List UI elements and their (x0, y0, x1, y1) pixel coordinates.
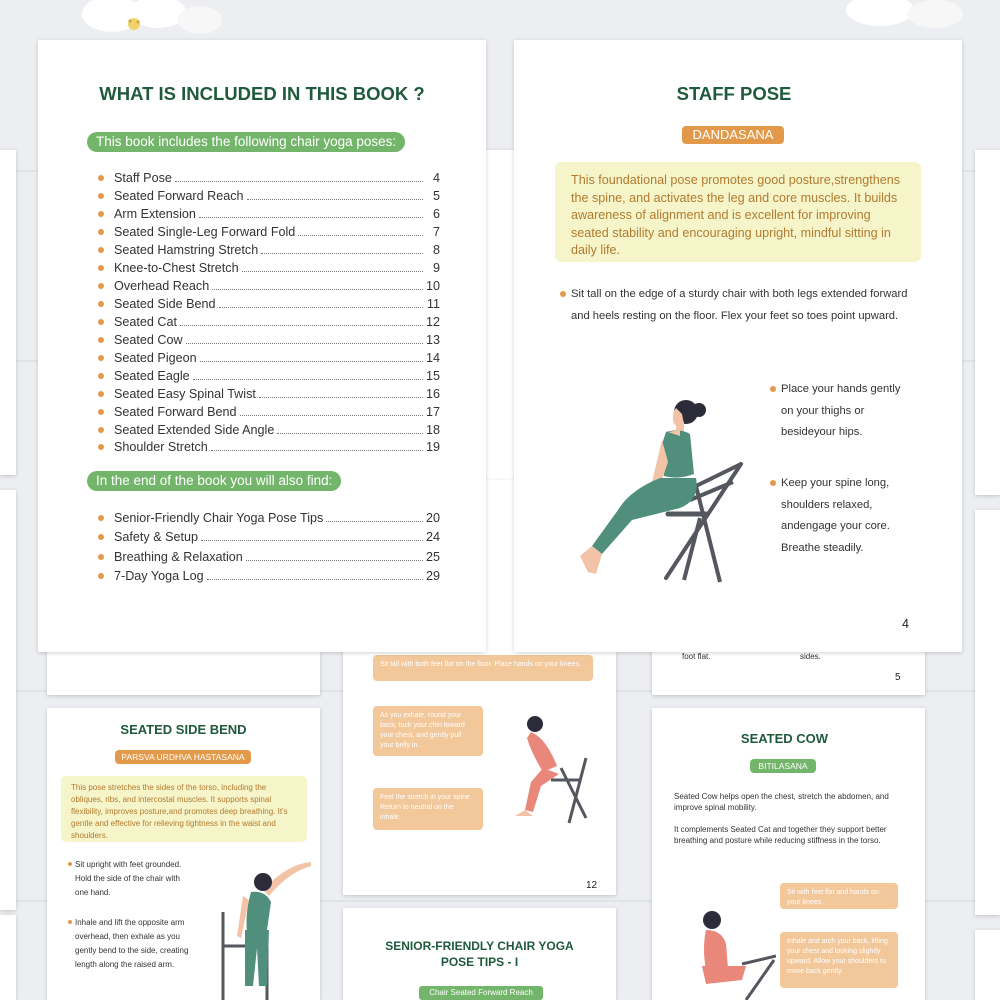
background-page (0, 490, 16, 910)
toc-item-overhead-reach[interactable] (98, 277, 440, 295)
cat-step-1: Sit tall with both feet flat on the floor. Place hands on your knees. (373, 655, 593, 681)
leader-dots (277, 433, 423, 434)
toc-item-breathing-relaxation[interactable] (98, 548, 440, 566)
cat-pose-illustration (491, 708, 601, 828)
toc-label: Staff Pose (114, 171, 172, 185)
bullet (770, 386, 776, 392)
leader-dots (200, 361, 423, 362)
toc-label: Seated Side Bend (114, 297, 216, 311)
toc-label: Seated Easy Spinal Twist (114, 387, 256, 401)
toc-page-number: 12 (425, 315, 440, 329)
page-number: 5 (895, 672, 901, 683)
toc-page-number: 20 (425, 511, 440, 525)
page-number: 12 (586, 880, 598, 891)
toc-label: Seated Forward Reach (114, 189, 244, 203)
bullet (98, 337, 104, 343)
toc-item-seated-extended-side-angle[interactable] (98, 421, 440, 439)
toc-item-seated-easy-spinal-twist[interactable] (98, 385, 440, 403)
toc-item-seated-hamstring-stretch[interactable] (98, 241, 440, 259)
bullet (98, 409, 104, 415)
leader-dots (298, 235, 423, 236)
sanskrit-label: PARSVA URDHVA HASTASANA (115, 750, 251, 764)
flower-decoration (70, 0, 230, 42)
bullet (98, 175, 104, 181)
toc-label: Seated Pigeon (114, 351, 197, 365)
toc-label: Seated Extended Side Angle (114, 423, 275, 437)
toc-item-seated-forward-bend[interactable] (98, 403, 440, 421)
bullet (98, 427, 104, 433)
bullet (98, 515, 104, 521)
page-title: SENIOR-FRIENDLY CHAIR YOGA POSE TIPS - I (385, 939, 574, 969)
toc-label: Knee-to-Chest Stretch (114, 261, 239, 275)
bullet (98, 283, 104, 289)
tips-subtitle: Chair Seated Forward Reach (419, 986, 543, 1000)
cow-step-1: Sit with feet flat and hands on your knees. (780, 883, 898, 909)
toc-page-number: 24 (425, 530, 440, 544)
side-bend-step-2 (75, 916, 193, 972)
toc-page-number: 25 (425, 550, 440, 564)
leader-dots (207, 579, 423, 580)
flower-decoration (840, 0, 970, 36)
toc-page-number: 11 (426, 297, 440, 311)
background-page (47, 645, 320, 695)
leader-dots (193, 379, 423, 380)
step-text: Sit upright with feet grounded. Hold the side of the chair with one hand. (75, 860, 182, 897)
toc-label: 7-Day Yoga Log (114, 569, 204, 583)
bullet (98, 211, 104, 217)
bullet (98, 534, 104, 540)
cat-step-2: As you exhale, round your back, tuck your chin toward your chest, and gently pull your belly in. (373, 706, 483, 756)
toc-item-seated-eagle[interactable] (98, 367, 440, 385)
toc-item-yoga-log[interactable] (98, 567, 440, 585)
cat-step-3: Feel the stretch in your spine. Return to neutral on the inhale. (373, 788, 483, 830)
toc-label: Safety & Setup (114, 530, 199, 544)
contents-title: WHAT IS INCLUDED IN THIS BOOK ? (99, 83, 425, 104)
toc-item-pose-tips[interactable] (98, 509, 440, 527)
background-page (975, 150, 1000, 495)
bullet (98, 554, 104, 560)
bullet (98, 247, 104, 253)
side-bend-step-1 (75, 858, 193, 900)
leader-dots (175, 181, 423, 182)
leader-dots (201, 540, 423, 541)
toc-page-number: 7 (432, 225, 440, 239)
page-title: SEATED SIDE BEND (120, 722, 247, 737)
page5-text-fragment: sides. (800, 652, 821, 661)
toc-label: Breathing & Relaxation (114, 550, 243, 564)
bullet (770, 480, 776, 486)
bullet (98, 229, 104, 235)
toc-item-seated-forward-reach[interactable] (98, 187, 440, 205)
leader-dots (211, 450, 423, 451)
description-box: This foundational pose promotes good posture,strengthens the spine, and activates the leg and core muscles. It builds awareness of alignment and is excellent for improving seated stability and encouraging upright, mindful sitting in daily life. (555, 162, 921, 262)
bullet (98, 391, 104, 397)
toc-label: Seated Single-Leg Forward Fold (114, 225, 296, 239)
bullet (98, 573, 104, 579)
extras-section-label: In the end of the book you will also find: (87, 471, 341, 491)
bullet (98, 444, 104, 450)
toc-page-number: 14 (425, 351, 440, 365)
toc-page-number: 17 (425, 405, 440, 419)
bullet (560, 291, 566, 297)
seated-side-bend-page (47, 708, 320, 1000)
leader-dots (212, 289, 423, 290)
cow-paragraph-1: Seated Cow helps open the chest, stretch the abdomen, and improve spinal mobility. (674, 792, 889, 812)
toc-label: Seated Hamstring Stretch (114, 243, 259, 257)
toc-page-number: 18 (425, 423, 440, 437)
leader-dots (242, 271, 423, 272)
staff-pose-illustration (568, 390, 748, 590)
toc-item-shoulder-stretch[interactable] (98, 438, 440, 456)
leader-dots (326, 521, 423, 522)
leader-dots (219, 307, 423, 308)
toc-label: Arm Extension (114, 207, 196, 221)
page5-text-fragment: foot flat. (682, 652, 711, 661)
leader-dots (199, 217, 423, 218)
toc-page-number: 15 (425, 369, 440, 383)
bullet (68, 920, 72, 924)
staff-step-2 (781, 379, 915, 444)
toc-label: Seated Cat (114, 315, 178, 329)
toc-label: Seated Eagle (114, 369, 190, 383)
toc-page-number: 29 (425, 569, 440, 583)
page-number: 4 (902, 617, 909, 631)
tips-page (343, 908, 616, 1000)
toc-page-number: 6 (432, 207, 440, 221)
side-bend-illustration (207, 856, 317, 1000)
sanskrit-label: BITILASANA (750, 759, 816, 773)
page-title: SEATED COW (740, 731, 829, 746)
toc-page-number: 19 (425, 440, 440, 454)
background-page (975, 930, 1000, 1000)
toc-label: Overhead Reach (114, 279, 210, 293)
leader-dots (259, 397, 423, 398)
toc-item-seated-cow[interactable] (98, 331, 440, 349)
toc-item-seated-cat[interactable] (98, 313, 440, 331)
bullet (98, 355, 104, 361)
leader-dots (246, 560, 423, 561)
toc-page-number: 16 (425, 387, 440, 401)
step-text: Inhale and lift the opposite arm overhead, then exhale as you gently bend to the side, creating length along the raised arm. (75, 918, 189, 969)
background-page (0, 150, 16, 475)
seated-cow-page (652, 708, 925, 1000)
staff-step-3 (781, 473, 915, 559)
toc-item-seated-side-bend[interactable] (98, 295, 440, 313)
toc-item-seated-single-leg-forward-fold[interactable] (98, 223, 440, 241)
bullet (98, 193, 104, 199)
bullet (98, 319, 104, 325)
description-box: This pose stretches the sides of the torso, including the obliques, ribs, and intercostal muscles. It supports spinal flexibility, improves posture,and promotes deep breathing. It's gentle and effective for relieving tightness in the waist and shoulders. (61, 776, 307, 842)
toc-page-number: 5 (432, 189, 440, 203)
background-page (486, 150, 516, 510)
step-text: Place your hands gently on your thighs or besideyour hips. (781, 383, 901, 438)
cow-pose-illustration (676, 904, 776, 1000)
toc-page-number: 4 (432, 171, 440, 185)
toc-item-seated-pigeon[interactable] (98, 349, 440, 367)
toc-item-knee-to-chest-stretch[interactable] (98, 259, 440, 277)
staff-pose-title: STAFF POSE (676, 83, 792, 104)
toc-page-number: 13 (425, 333, 440, 347)
toc-page-number: 10 (425, 279, 440, 293)
poses-section-label: This book includes the following chair yoga poses: (87, 132, 405, 152)
leader-dots (240, 415, 423, 416)
toc-page-number: 8 (432, 243, 440, 257)
toc-page-number: 9 (432, 261, 440, 275)
toc-item-safety-setup[interactable] (98, 528, 440, 546)
toc-item-staff-pose[interactable] (98, 169, 440, 187)
bullet (98, 301, 104, 307)
toc-label: Seated Cow (114, 333, 183, 347)
step-text: Keep your spine long, shoulders relaxed, andengage your core. Breathe steadily. (781, 477, 890, 554)
background-page (975, 510, 1000, 915)
background-page (0, 915, 16, 1000)
leader-dots (261, 253, 423, 254)
cow-paragraph-2: It complements Seated Cat and together they support better breathing and posture while reducing stiffness in the torso. (674, 825, 887, 845)
toc-item-arm-extension[interactable] (98, 205, 440, 223)
toc-label: Shoulder Stretch (114, 440, 208, 454)
step-text: Sit tall on the edge of a sturdy chair with both legs extended forward and heels resting on the floor. Flex your feet so toes point upward. (571, 288, 908, 322)
bullet (98, 373, 104, 379)
leader-dots (186, 343, 423, 344)
cow-step-2: Inhale and arch your back, lifting your chest and looking slightly upward. Allow your shoulders to move back gently. (780, 932, 898, 988)
toc-label: Senior-Friendly Chair Yoga Pose Tips (114, 511, 324, 525)
staff-step-1 (571, 284, 916, 327)
page-5-fragment (652, 645, 925, 695)
sanskrit-label: DANDASANA (682, 126, 784, 144)
leader-dots (247, 199, 423, 200)
bullet (98, 265, 104, 271)
bullet (68, 862, 72, 866)
toc-label: Seated Forward Bend (114, 405, 237, 419)
leader-dots (180, 325, 423, 326)
